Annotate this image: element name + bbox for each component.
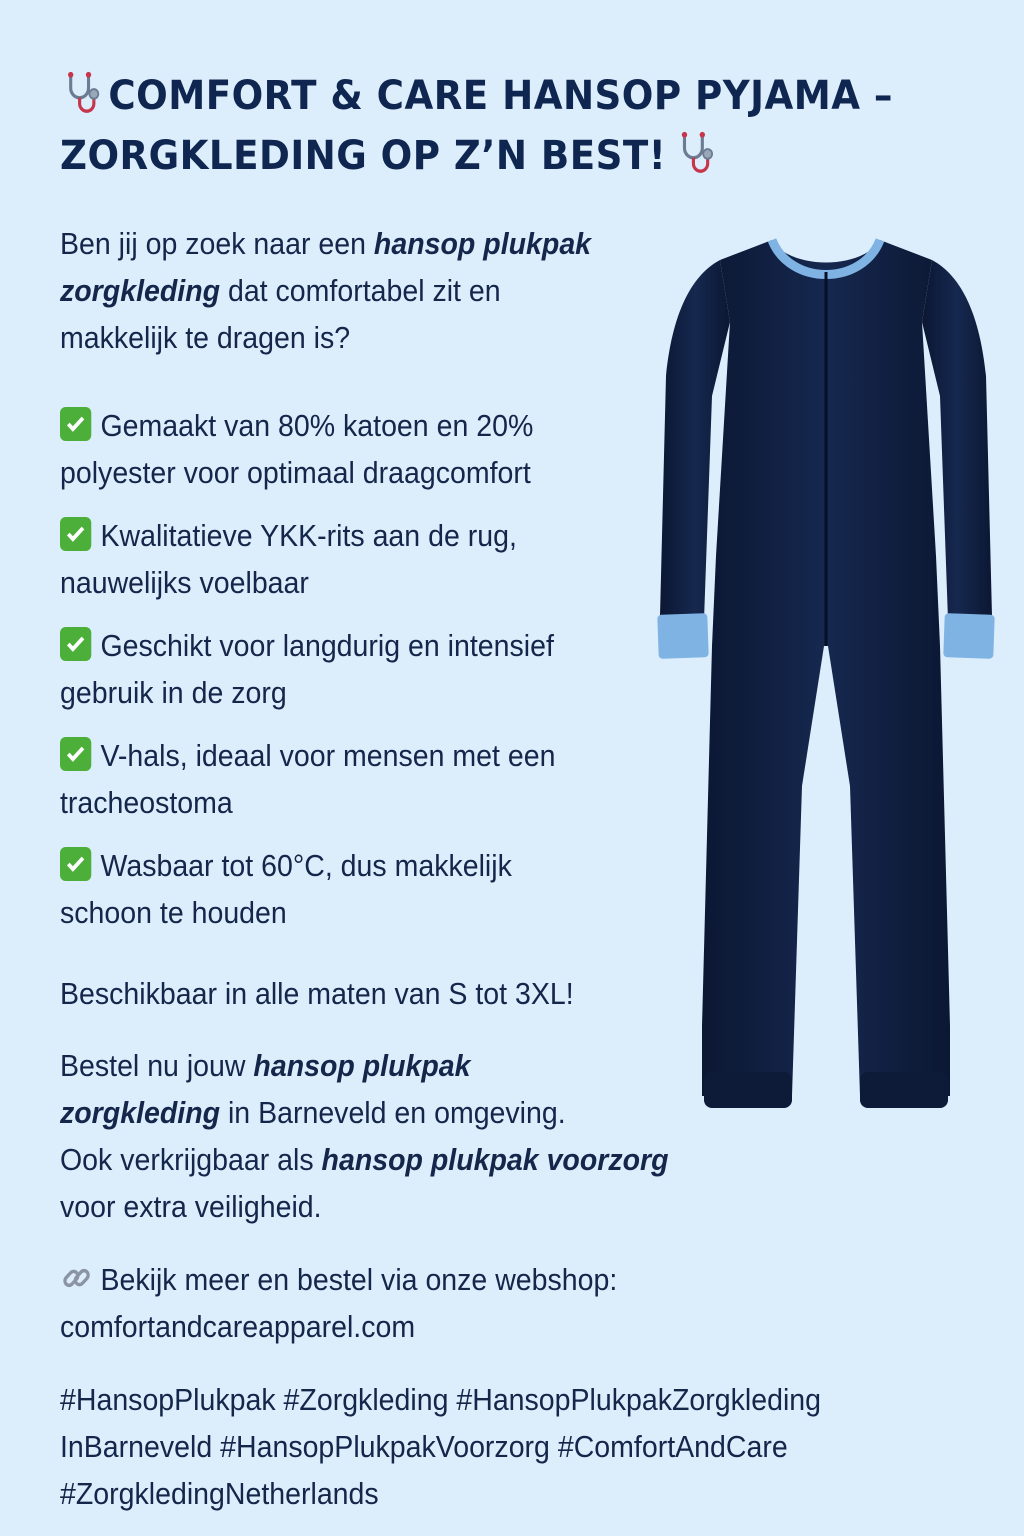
- page-title: [60, 66, 916, 186]
- onesie-illustration: [650, 226, 1002, 1146]
- webshop-text: [60, 1256, 617, 1350]
- feature-4-line-1: V-hals, ideaal voor mensen met een: [100, 738, 556, 773]
- feature-5-line-1: Wasbaar tot 60°C, dus makkelijk: [100, 848, 512, 883]
- intro-part-2: dat comfortabel zit en: [220, 273, 501, 308]
- check-icon: [60, 407, 91, 441]
- link-icon: [60, 1260, 93, 1296]
- feature-item: [60, 842, 512, 936]
- check-icon: [60, 847, 91, 881]
- title-line-2: [60, 126, 916, 186]
- hashtags-line-3: #ZorgkledingNetherlands: [60, 1476, 379, 1511]
- hashtags: [60, 1376, 821, 1517]
- intro-part-1: Ben jij op zoek naar een: [60, 226, 374, 261]
- feature-item: [60, 402, 533, 496]
- stethoscope-icon: [674, 129, 717, 175]
- title-text-1: COMFORT & CARE HANSOP PYJAMA –: [108, 73, 893, 119]
- feature-4-line-2: tracheostoma: [60, 785, 233, 820]
- check-icon: [60, 517, 91, 551]
- feature-item: [60, 512, 517, 606]
- order-part-1: Bestel nu jouw: [60, 1048, 254, 1083]
- webshop-link[interactable]: comfortandcareapparel.com: [60, 1309, 416, 1344]
- intro-part-3: makkelijk te dragen is?: [60, 320, 351, 355]
- order-emphasis-2: zorgkleding: [60, 1095, 221, 1130]
- feature-1-line-1: Gemaakt van 80% katoen en 20%: [100, 408, 534, 443]
- order-part-4: voor extra veiligheid.: [60, 1189, 322, 1224]
- order-emphasis-1: hansop plukpak: [253, 1048, 471, 1083]
- feature-item: [60, 622, 554, 716]
- feature-2-line-2: nauwelijks voelbaar: [60, 565, 309, 600]
- sizes-line: Beschikbaar in alle maten van S tot 3XL!: [60, 976, 574, 1011]
- right-ankle: [860, 1072, 948, 1108]
- feature-item: [60, 732, 555, 826]
- feature-3-line-2: gebruik in de zorg: [60, 675, 287, 710]
- check-icon: [60, 737, 91, 771]
- title-text-2: ZORGKLEDING OP Z’N BEST!: [60, 133, 667, 179]
- intro-emphasis-1: hansop plukpak: [373, 226, 592, 261]
- feature-2-line-1: Kwalitatieve YKK-rits aan de rug,: [100, 518, 517, 553]
- right-cuff: [943, 613, 995, 659]
- intro-emphasis-2: zorgkleding: [60, 273, 221, 308]
- feature-1-line-2: polyester voor optimaal draagcomfort: [60, 455, 531, 490]
- webshop-label: Bekijk meer en bestel via onze webshop:: [100, 1262, 618, 1297]
- feature-5-line-2: schoon te houden: [60, 895, 287, 930]
- left-cuff: [657, 613, 709, 659]
- sizes-text: [60, 970, 574, 1017]
- feature-3-line-1: Geschikt voor langdurig en intensief: [100, 628, 554, 663]
- check-icon: [60, 627, 91, 661]
- order-text: [60, 1042, 669, 1230]
- hashtags-line-1: #HansopPlukpak #Zorgkleding #HansopPlukpakZorgkleding: [60, 1382, 822, 1417]
- left-ankle: [704, 1072, 792, 1108]
- hashtags-line-2: InBarneveld #HansopPlukpakVoorzorg #ComfortAndCare: [60, 1429, 788, 1464]
- intro-text: [60, 220, 591, 361]
- title-line-1: [60, 66, 916, 126]
- order-part-3: Ook verkrijgbaar als: [60, 1142, 322, 1177]
- stethoscope-icon: [60, 69, 103, 115]
- order-part-2: in Barneveld en omgeving.: [220, 1095, 566, 1130]
- order-emphasis-3: hansop plukpak voorzorg: [321, 1142, 669, 1177]
